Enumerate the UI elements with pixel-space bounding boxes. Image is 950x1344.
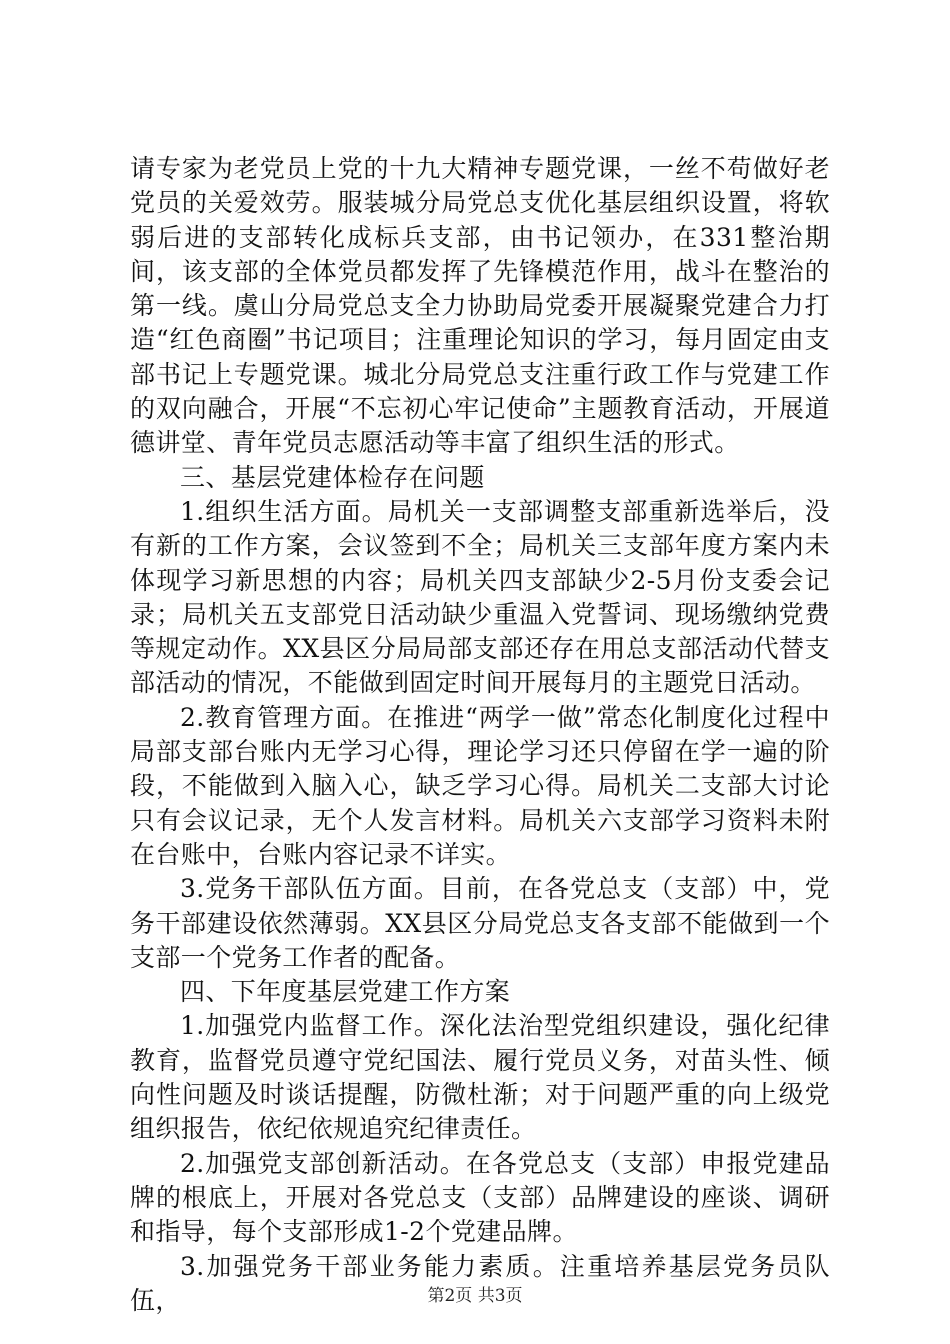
paragraph-capability: 3.加强党务干部业务能力素质。注重培养基层党务员队伍， <box>130 1251 830 1315</box>
paragraph-organization-life: 1.组织生活方面。局机关一支部调整支部重新选举后，没有新的工作方案，会议签到不全；局机关三支部年度方案内未体现学习新思想的内容；局机关四支部缺少2-5月份支委会记录；局机关五支部党日活动缺少重温入党誓词、现场缴纳党费等规定动作。XX县区分局局部支部还存在用总支部活动代替支部活动的情况，不能做到固定时间开展每月的主题党日活动。 <box>130 496 830 698</box>
document-body <box>130 152 830 1318</box>
paragraph-education-management: 2.教育管理方面。在推进“两学一做”常态化制度化过程中局部支部台账内无学习心得，理论学习还只停留在学一遍的阶段，不能做到入脑入心，缺乏学习心得。局机关二支部大讨论只有会议记录，无个人发言材料。局机关六支部学习资料未附在台账中，台账内容记录不详实。 <box>130 702 830 869</box>
section-heading-next-year-plan: 四、下年度基层党建工作方案 <box>180 977 511 1007</box>
paragraph-continued: 请专家为老党员上党的十九大精神专题党课，一丝不苟做好老党员的关爱效劳。服装城分局党总支优化基层组织设置，将软弱后进的支部转化成标兵支部，由书记领办，在331整治期间，该支部的全体党员都发挥了先锋模范作用，战斗在整治的第一线。虞山分局党总支全力协助局党委开展凝聚党建合力打造“红色商圈”书记项目；注重理论知识的学习，每月固定由支部书记上专题党课。城北分局党总支注重行政工作与党建工作的双向融合，开展“不忘初心牢记使命”主题教育活动，开展道德讲堂、青年党员志愿活动等丰富了组织生活的形式。 <box>130 154 830 458</box>
paragraph-innovation: 2.加强党支部创新活动。在各党总支（支部）申报党建品牌的根底上，开展对各党总支（支部）品牌建设的座谈、调研和指导，每个支部形成1-2个党建品牌。 <box>130 1148 830 1247</box>
section-heading-problems: 三、基层党建体检存在问题 <box>180 462 485 492</box>
paragraph-supervision: 1.加强党内监督工作。深化法治型党组织建设，强化纪律教育，监督党员遵守党纪国法、履行党员义务，对苗头性、倾向性问题及时谈话提醒，防微杜渐；对于问题严重的向上级党组织报告，依纪依规追究纪律责任。 <box>130 1011 830 1144</box>
page-number-footer: 第2页 共3页 <box>427 1286 523 1306</box>
paragraph-cadre-team: 3.党务干部队伍方面。目前，在各党总支（支部）中，党务干部建设依然薄弱。XX县区分局党总支各支部不能做到一个支部一个党务工作者的配备。 <box>130 874 830 972</box>
